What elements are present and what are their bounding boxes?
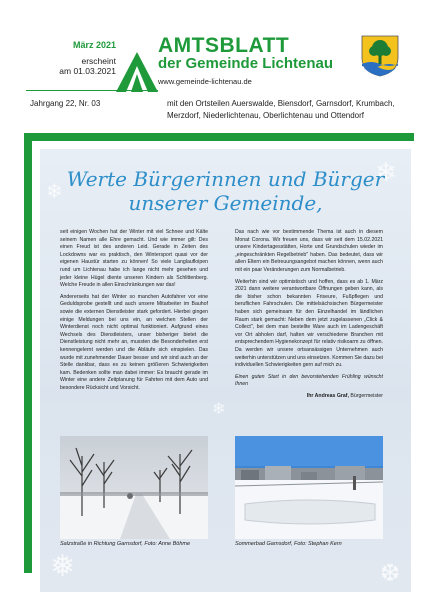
issue-date-block bbox=[26, 40, 116, 76]
green-frame-horizontal bbox=[24, 133, 414, 141]
municipality-crest-icon bbox=[360, 34, 400, 78]
headline-line-2: unserer Gemeinde, bbox=[128, 191, 323, 215]
snowflake-icon: ❆ bbox=[380, 560, 401, 587]
signature-name: Ihr Andreas Graf, bbox=[306, 392, 349, 399]
published-label: erscheint bbox=[81, 56, 116, 66]
snowflake-icon: ❄ bbox=[375, 157, 397, 187]
districts-subtitle: mit den Ortsteilen Auerswalde, Biensdorf, Garnsdorf, Krumbach, Merzdorf, Niederlichtenau, Oberlichtenau und Ottendorf bbox=[167, 99, 395, 120]
green-triangle-logo-icon bbox=[112, 48, 162, 96]
article-panel bbox=[40, 149, 411, 592]
article-paragraph: seit einigen Wochen hat der Winter mit viel Schnee und Kälte seinem Namen alle Ehre gemacht. Und wie immer gilt: Des einen Freud ist des anderen Leid. Gerade in Zeiten des Lockdowns war es praktisch, den Wintersport quasi vor der eigenen Haustür starten zu können! So viele Langlaufloipen rund um Lichtenau habe ich lange nicht mehr gesehen und jeder kleine Hügel diente unseren Kindern als Schlittenberg. Welche Freude in allen Einschränkungen war das! bbox=[60, 229, 208, 289]
signature-role: Bürgermeister bbox=[348, 392, 383, 399]
photo-caption-left: Salzstraße in Richtung Garnsdorf, Foto: Anne Böhme bbox=[60, 541, 191, 547]
photo-snowy-road bbox=[60, 436, 208, 539]
issue-month: März 2021 bbox=[72, 40, 116, 50]
headline-line-1: Werte Bürgerinnen und Bürger bbox=[66, 167, 385, 191]
website-link[interactable]: www.gemeinde-lichtenau.de bbox=[158, 77, 252, 86]
snowflake-icon: ❅ bbox=[50, 550, 76, 583]
signature bbox=[235, 393, 383, 401]
header-divider bbox=[26, 90, 158, 91]
published-date: am 01.03.2021 bbox=[59, 66, 116, 76]
photo-caption-right: Sommerbad Garnsdorf, Foto: Stephan Kern bbox=[235, 541, 342, 547]
green-frame-vertical bbox=[24, 133, 32, 573]
masthead-title: AMTSBLATT bbox=[158, 34, 290, 57]
closing-text: Einen guten Start in den bevorstehenden Frühling wünscht Ihnen bbox=[235, 373, 383, 388]
issue-number: Jahrgang 22, Nr. 03 bbox=[30, 99, 101, 108]
snowflake-icon: ❄ bbox=[46, 181, 63, 203]
article-column-left bbox=[60, 229, 208, 396]
snowflake-icon: ❄ bbox=[212, 401, 226, 418]
article-column-right bbox=[235, 229, 383, 400]
article-paragraph: Weiterhin sind wir optimistisch und hoffen, dass es ab 1. März 2021 dann weitere verantwortbare Öffnungen geben kann, als die bisher schon bekannten Friseure, Fußpflegen und beruflichen Fahrschulen. Die mittelsächsischen Bürgermeister haben sich gemeinsam für den Einzelhandel im ländlichen Raum stark gemacht: Neben dem jetzt zugelassenen „Click & Collect", bei dem man bestellte Ware auch im Ladengeschäft vor Ort abholen darf, halten wir verschiedene Branchen mit entsprechendem Hygienekonzept für relativ risikoarm zu öffnen. Da werden wir unsere ortsansässigen Unternehmen auch weiterhin unterstützen und uns einsetzen. Kommen Sie dazu bei individuellen Schwierigkeiten gern auf mich zu. bbox=[235, 278, 383, 369]
article-headline bbox=[40, 167, 411, 215]
article-paragraph: Andererseits hat der Winter so manchen Autofahrer vor eine Geduldsprobe gestellt und auch unsere Mitarbeiter im Bauhof sowie die externen Dienstleister stark gefordert. Hierbei gingen einige Meldungen bei uns ein, an welchen Stellen der Winterdienst noch nicht optimal funktioniert. Aufgrund eines Wechsels des Dienstleisters, unser bisheriger bietet die Dienstleistung nicht mehr an, mussten die Besonderheiten erst kennengelernt werden und die Abläufe sich einspielen. Das wurde mit zunehmender Dauer besser und wir sind auch an der Stelle dankbar, dass es zu keinen größeren Schwierigkeiten kam. Bedenken sollte man dabei immer: Es braucht gerade im Winter eine andere Zeitplanung für Fahrten mit dem Auto und besondere Rücksicht und Vorsicht. bbox=[60, 293, 208, 391]
article-paragraph: Das nach wie vor bestimmende Thema ist auch in diesem Monat Corona. Wir freuen uns, dass wir seit dem 15.02.2021 unsere Kindertagesstätten, Horte und Grundschulen wieder im „eingeschränkten Regelbetrieb" haben. Das bedeutet, dass wir allen Eltern ein Betreuungsangebot machen können, wenn auch mit ein paar Veränderungen zum Normalbetrieb. bbox=[235, 229, 383, 273]
masthead-subtitle: der Gemeinde Lichtenau bbox=[158, 55, 334, 72]
photo-snowy-pool bbox=[235, 436, 383, 539]
